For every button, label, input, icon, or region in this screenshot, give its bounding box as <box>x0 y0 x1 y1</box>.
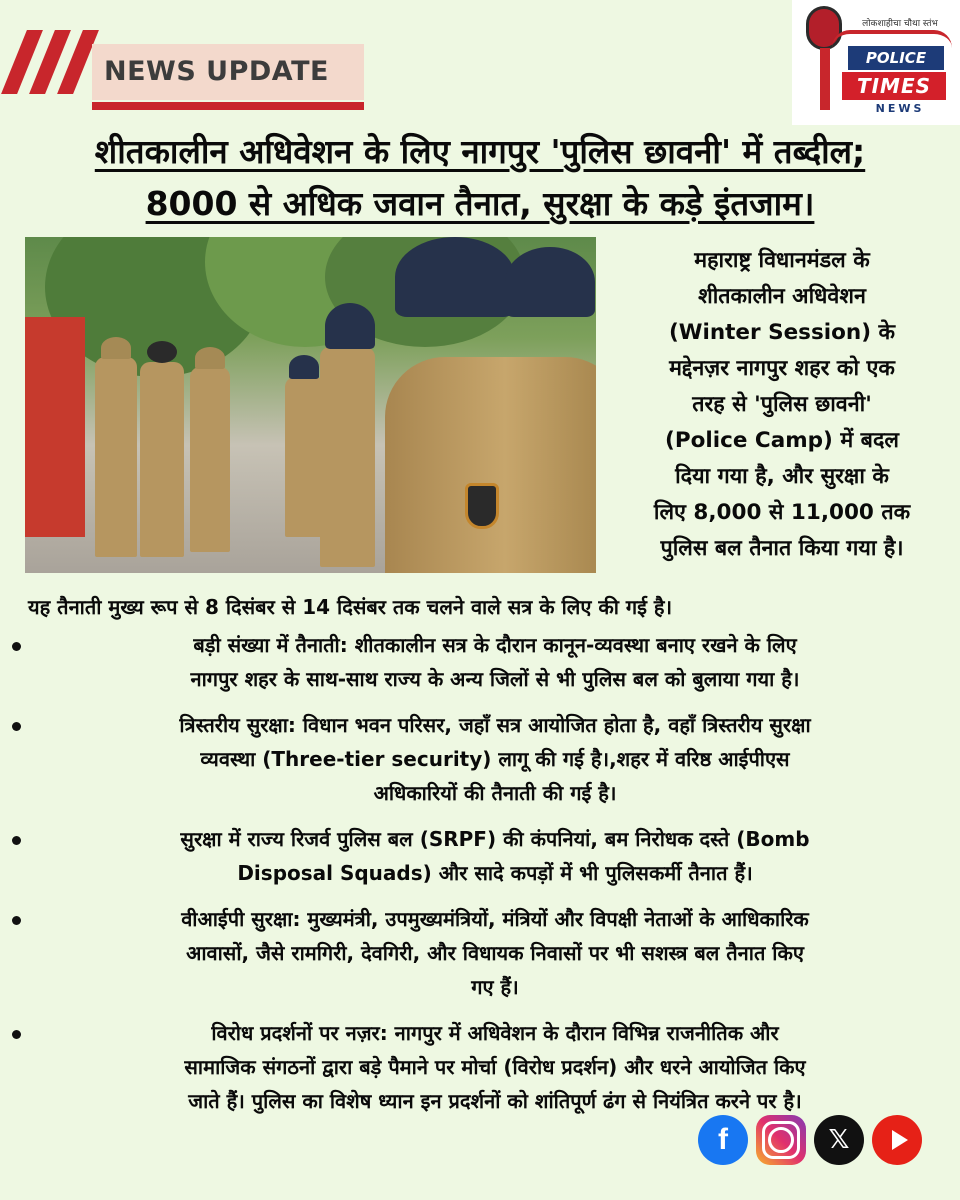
bullet-item <box>0 628 960 696</box>
youtube-icon[interactable] <box>872 1115 922 1165</box>
bullet-line: सामाजिक संगठनों द्वारा बड़े पैमाने पर मोर्चा (विरोध प्रदर्शन) और धरने आयोजित किए <box>184 1055 806 1079</box>
side-line: पुलिस बल तैनात किया गया है। <box>660 536 904 561</box>
bullet-item <box>0 708 960 810</box>
bullet-line: आवासों, जैसे रामगिरी, देवगिरी, और विधायक निवासों पर भी सशस्त्र बल तैनात किए <box>186 941 804 965</box>
bullet-line: वीआईपी सुरक्षा: मुख्यमंत्री, उपमुख्यमंत्रियों, मंत्रियों और विपक्षी नेताओं के आधिकारिक <box>181 907 809 931</box>
side-line: महाराष्ट्र विधानमंडल के <box>694 248 870 273</box>
bullet-line: गए हैं। <box>471 975 519 999</box>
bullet-dot <box>12 916 21 925</box>
headline-line-1: शीतकालीन अधिवेशन के लिए नागपुर 'पुलिस छावनी' में तब्दील; <box>94 132 866 171</box>
tag-underline <box>92 102 364 110</box>
logo-news: NEWS <box>875 102 925 115</box>
facebook-glyph: f <box>718 1123 728 1156</box>
side-line: मद्देनज़र नागपुर शहर को एक <box>669 356 895 381</box>
microphone-stem <box>820 48 830 110</box>
bullet-line: विरोध प्रदर्शनों पर नज़र: नागपुर में अधिवेशन के दौरान विभिन्न राजनीतिक और <box>211 1021 779 1045</box>
side-line: (Winter Session) के <box>668 320 896 345</box>
logo-tagline: लोकशाहीचा चौथा स्तंभ <box>862 19 938 29</box>
bullet-line: व्यवस्था (Three-tier security) लागू की गई है।,शहर में वरिष्ठ आईपीएस <box>200 747 790 771</box>
bullet-line: जाते हैं। पुलिस का विशेष ध्यान इन प्रदर्शनों को शांतिपूर्ण ढंग से नियंत्रित करने पर है। <box>188 1089 802 1113</box>
intro-line: यह तैनाती मुख्य रूप से 8 दिसंबर से 14 दिसंबर तक चलने वाले सत्र के लिए की गई है। <box>28 595 673 619</box>
bullet-dot <box>12 642 21 651</box>
bullet-dot <box>12 722 21 731</box>
side-line: दिया गया है, और सुरक्षा के <box>675 464 889 489</box>
bullet-dot <box>12 1030 21 1039</box>
tag-stripes <box>0 30 105 94</box>
x-icon[interactable] <box>814 1115 864 1165</box>
side-line: शीतकालीन अधिवेशन <box>698 284 866 309</box>
police-times-logo <box>792 0 960 125</box>
bullet-list <box>0 628 960 1118</box>
x-glyph: 𝕏 <box>828 1125 850 1155</box>
bullet-line: सुरक्षा में राज्य रिजर्व पुलिस बल (SRPF) की कंपनियां, बम निरोधक दस्ते (Bomb <box>180 827 810 851</box>
side-line: लिए 8,000 से 11,000 तक <box>653 500 911 525</box>
bullet-item <box>0 1016 960 1118</box>
officer-back <box>385 357 596 573</box>
bullet-line: अधिकारियों की तैनाती की गई है। <box>373 781 617 805</box>
bullet-item <box>0 902 960 1004</box>
facebook-icon[interactable] <box>698 1115 748 1165</box>
bullet-line: Disposal Squads) और सादे कपड़ों में भी पुलिसकर्मी तैनात हैं। <box>237 861 753 885</box>
police-photo <box>25 237 596 573</box>
headline-line-2: 8000 से अधिक जवान तैनात, सुरक्षा के कड़े इंतजाम। <box>145 184 815 223</box>
side-line: (Police Camp) में बदल <box>665 428 899 453</box>
bullet-line: बड़ी संख्या में तैनाती: शीतकालीन सत्र के दौरान कानून-व्यवस्था बनाए रखने के लिए <box>193 633 797 657</box>
bullet-line: नागपुर शहर के साथ-साथ राज्य के अन्य जिलों से भी पुलिस बल को बुलाया गया है। <box>190 667 800 691</box>
bullet-line: त्रिस्तरीय सुरक्षा: विधान भवन परिसर, जहाँ सत्र आयोजित होता है, वहाँ त्रिस्तरीय सुरक्षा <box>179 713 811 737</box>
side-paragraph <box>612 243 952 567</box>
instagram-icon[interactable] <box>756 1115 806 1165</box>
news-update-label: NEWS UPDATE <box>104 56 329 87</box>
news-update-tag <box>92 44 364 100</box>
logo-times: TIMES <box>842 72 946 100</box>
bullet-dot <box>12 836 21 845</box>
headline <box>0 126 960 230</box>
side-line: तरह से 'पुलिस छावनी' <box>692 392 872 417</box>
bullet-item <box>0 822 960 890</box>
police-badge-icon <box>465 483 499 529</box>
logo-police: POLICE <box>848 46 944 70</box>
